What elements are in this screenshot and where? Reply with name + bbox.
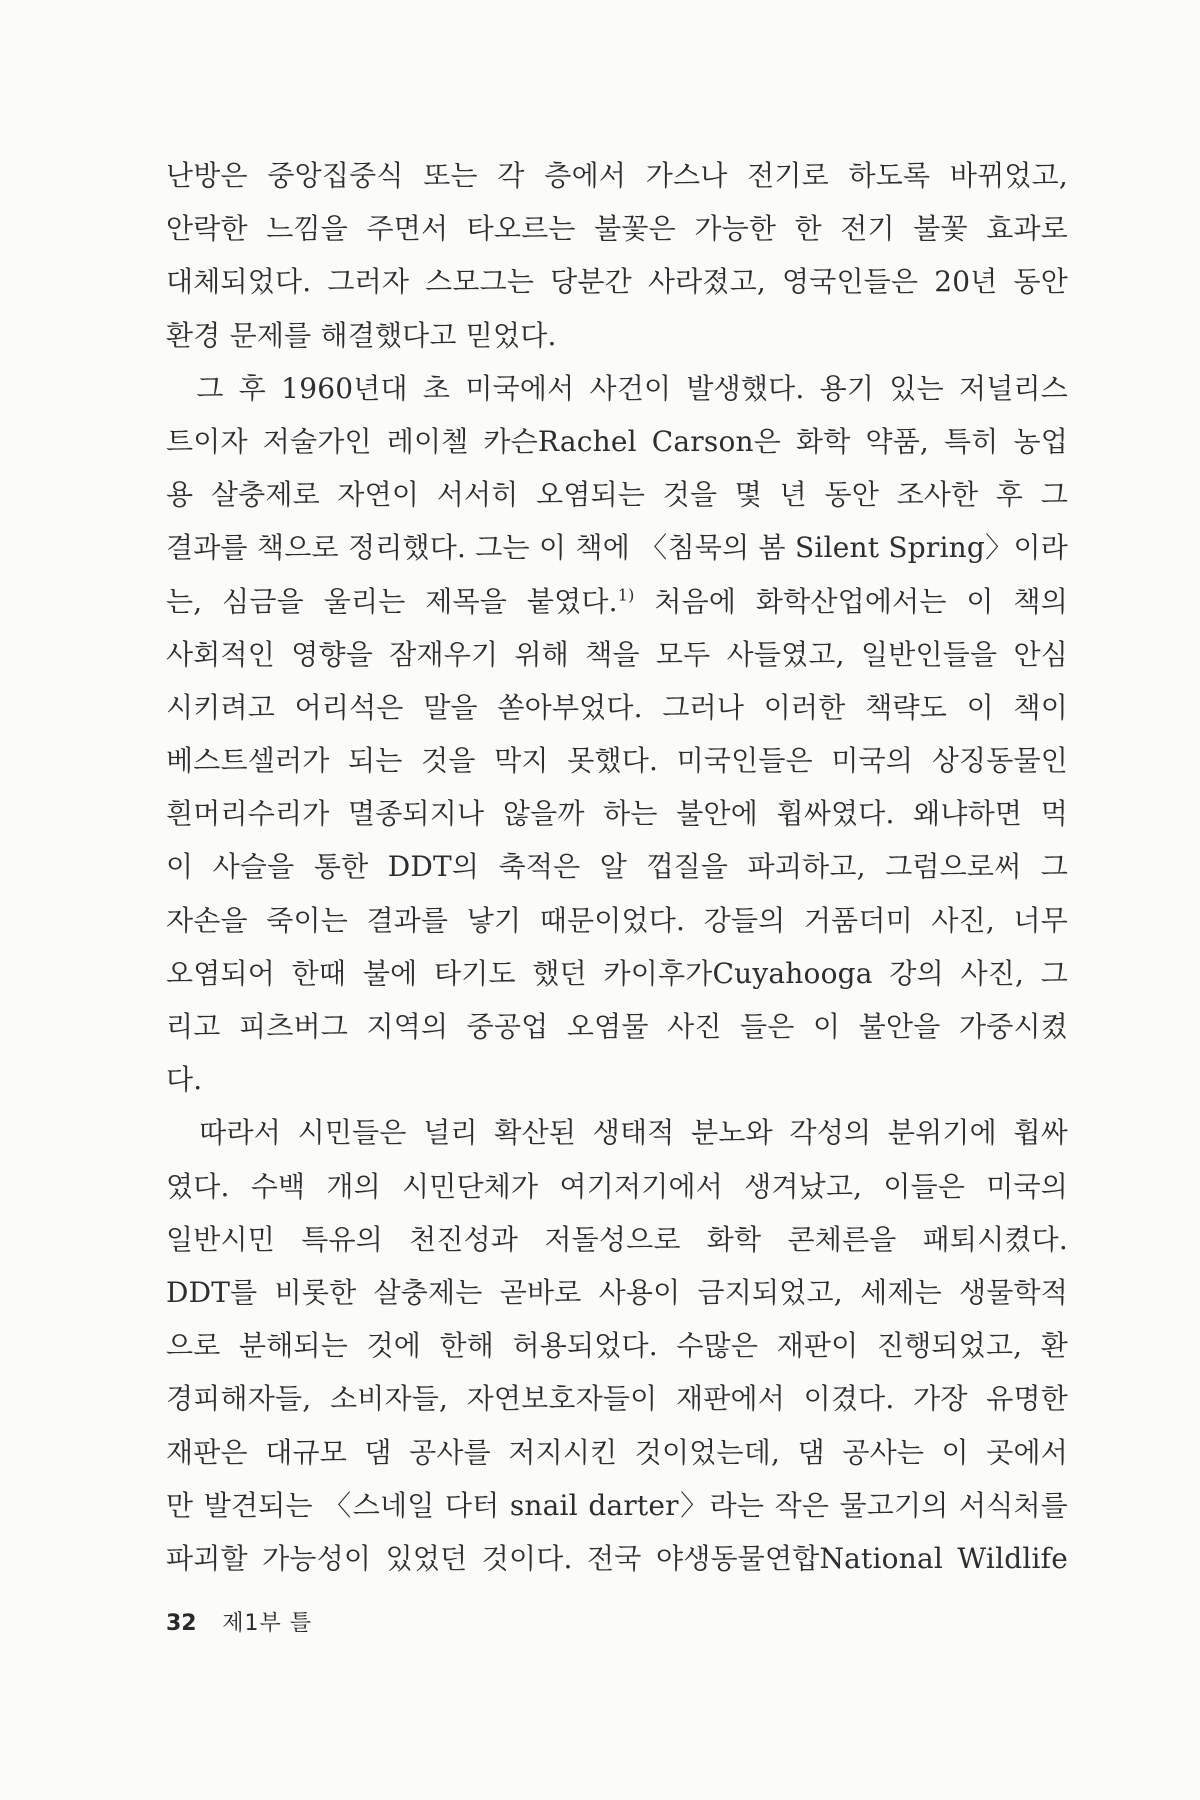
text-line: 난방은 중앙집중식 또는 각 층에서 가스나 전기로 하도록 바뀌었고, (166, 159, 1068, 192)
text-line: 안락한 느낌을 주면서 타오르는 불꽃은 가능한 한 전기 불꽃 효과로 (166, 212, 1068, 246)
text-line: 베스트셀러가 되는 것을 막지 못했다. 미국인들은 미국의 상징동물인 (166, 744, 1068, 778)
text-line: 경피해자들, 소비자들, 자연보호자들이 재판에서 이겼다. 가장 유명한 (166, 1382, 1068, 1416)
text-line: 재판은 대규모 댐 공사를 저지시킨 것이었는데, 댐 공사는 이 곳에서 (166, 1435, 1068, 1469)
text-line: DDT를 비롯한 살충제는 곧바로 사용이 금지되었고, 세제는 생물학적 (166, 1275, 1068, 1309)
text-line: 만 발견되는 〈스네일 다터 snail darter〉라는 작은 물고기의 서식처를 (166, 1488, 1068, 1522)
text-line: 트이자 저술가인 레이첼 카슨Rachel Carson은 화학 약품, 특히 농업 (166, 424, 1068, 458)
text-line: 대체되었다. 그러자 스모그는 당분간 사라졌고, 영국인들은 20년 동안 (166, 265, 1068, 299)
text-line: 일반시민 특유의 천진성과 저돌성으로 화학 콘체른을 패퇴시켰다. (166, 1222, 1068, 1256)
footnote-marker[interactable]: 1) (617, 585, 635, 605)
text-line: 자손을 죽이는 결과를 낳기 때문이었다. 강들의 거품더미 사진, 너무 (166, 903, 1068, 937)
body-text (166, 149, 1068, 1585)
text-line: 이 사슬을 통한 DDT의 축적은 알 껍질을 파괴하고, 그럼으로써 그 (166, 850, 1068, 884)
text-segment: 는, 심금을 울리는 제목을 붙였다. (166, 584, 618, 618)
text-line: 리고 피츠버그 지역의 중공업 오염물 사진 들은 이 불안을 가중시켰 (166, 1010, 1068, 1043)
part-label: 제1부 틀 (222, 1611, 313, 1636)
text-line: 다. (166, 1063, 203, 1097)
text-line: 시키려고 어리석은 말을 쏟아부었다. 그러나 이러한 책략도 이 책이 (166, 690, 1068, 724)
page-number: 32 (166, 1611, 197, 1636)
text-line: 오염되어 한때 불에 타기도 했던 카이후가Cuyahooga 강의 사진, 그 (166, 956, 1068, 990)
text-segment: 처음에 화학산업에서는 이 책의 (634, 584, 1068, 618)
text-line: 였다. 수백 개의 시민단체가 여기저기에서 생겨났고, 이들은 미국의 (166, 1169, 1068, 1203)
page-footer (166, 1606, 312, 1637)
text-line: 그 후 1960년대 초 미국에서 사건이 발생했다. 용기 있는 저널리스 (166, 371, 1068, 405)
text-line-with-footnote (166, 575, 1068, 628)
text-line: 결과를 책으로 정리했다. 그는 이 책에 〈침묵의 봄 Silent Spring〉이라 (166, 531, 1068, 565)
text-line: 흰머리수리가 멸종되지나 않을까 하는 불안에 휩싸였다. 왜냐하면 먹 (166, 797, 1068, 831)
text-line: 사회적인 영향을 잠재우기 위해 책을 모두 사들였고, 일반인들을 안심 (166, 637, 1068, 671)
text-line: 파괴할 가능성이 있었던 것이다. 전국 야생동물연합National Wildlife (166, 1541, 1068, 1575)
text-line: 따라서 시민들은 널리 확산된 생태적 분노와 각성의 분위기에 휩싸 (166, 1116, 1068, 1150)
text-line: 으로 분해되는 것에 한해 허용되었다. 수많은 재판이 진행되었고, 환 (166, 1329, 1068, 1363)
text-line: 용 살충제로 자연이 서서히 오염되는 것을 몇 년 동안 조사한 후 그 (166, 478, 1068, 512)
text-line: 환경 문제를 해결했다고 믿었다. (166, 318, 557, 352)
